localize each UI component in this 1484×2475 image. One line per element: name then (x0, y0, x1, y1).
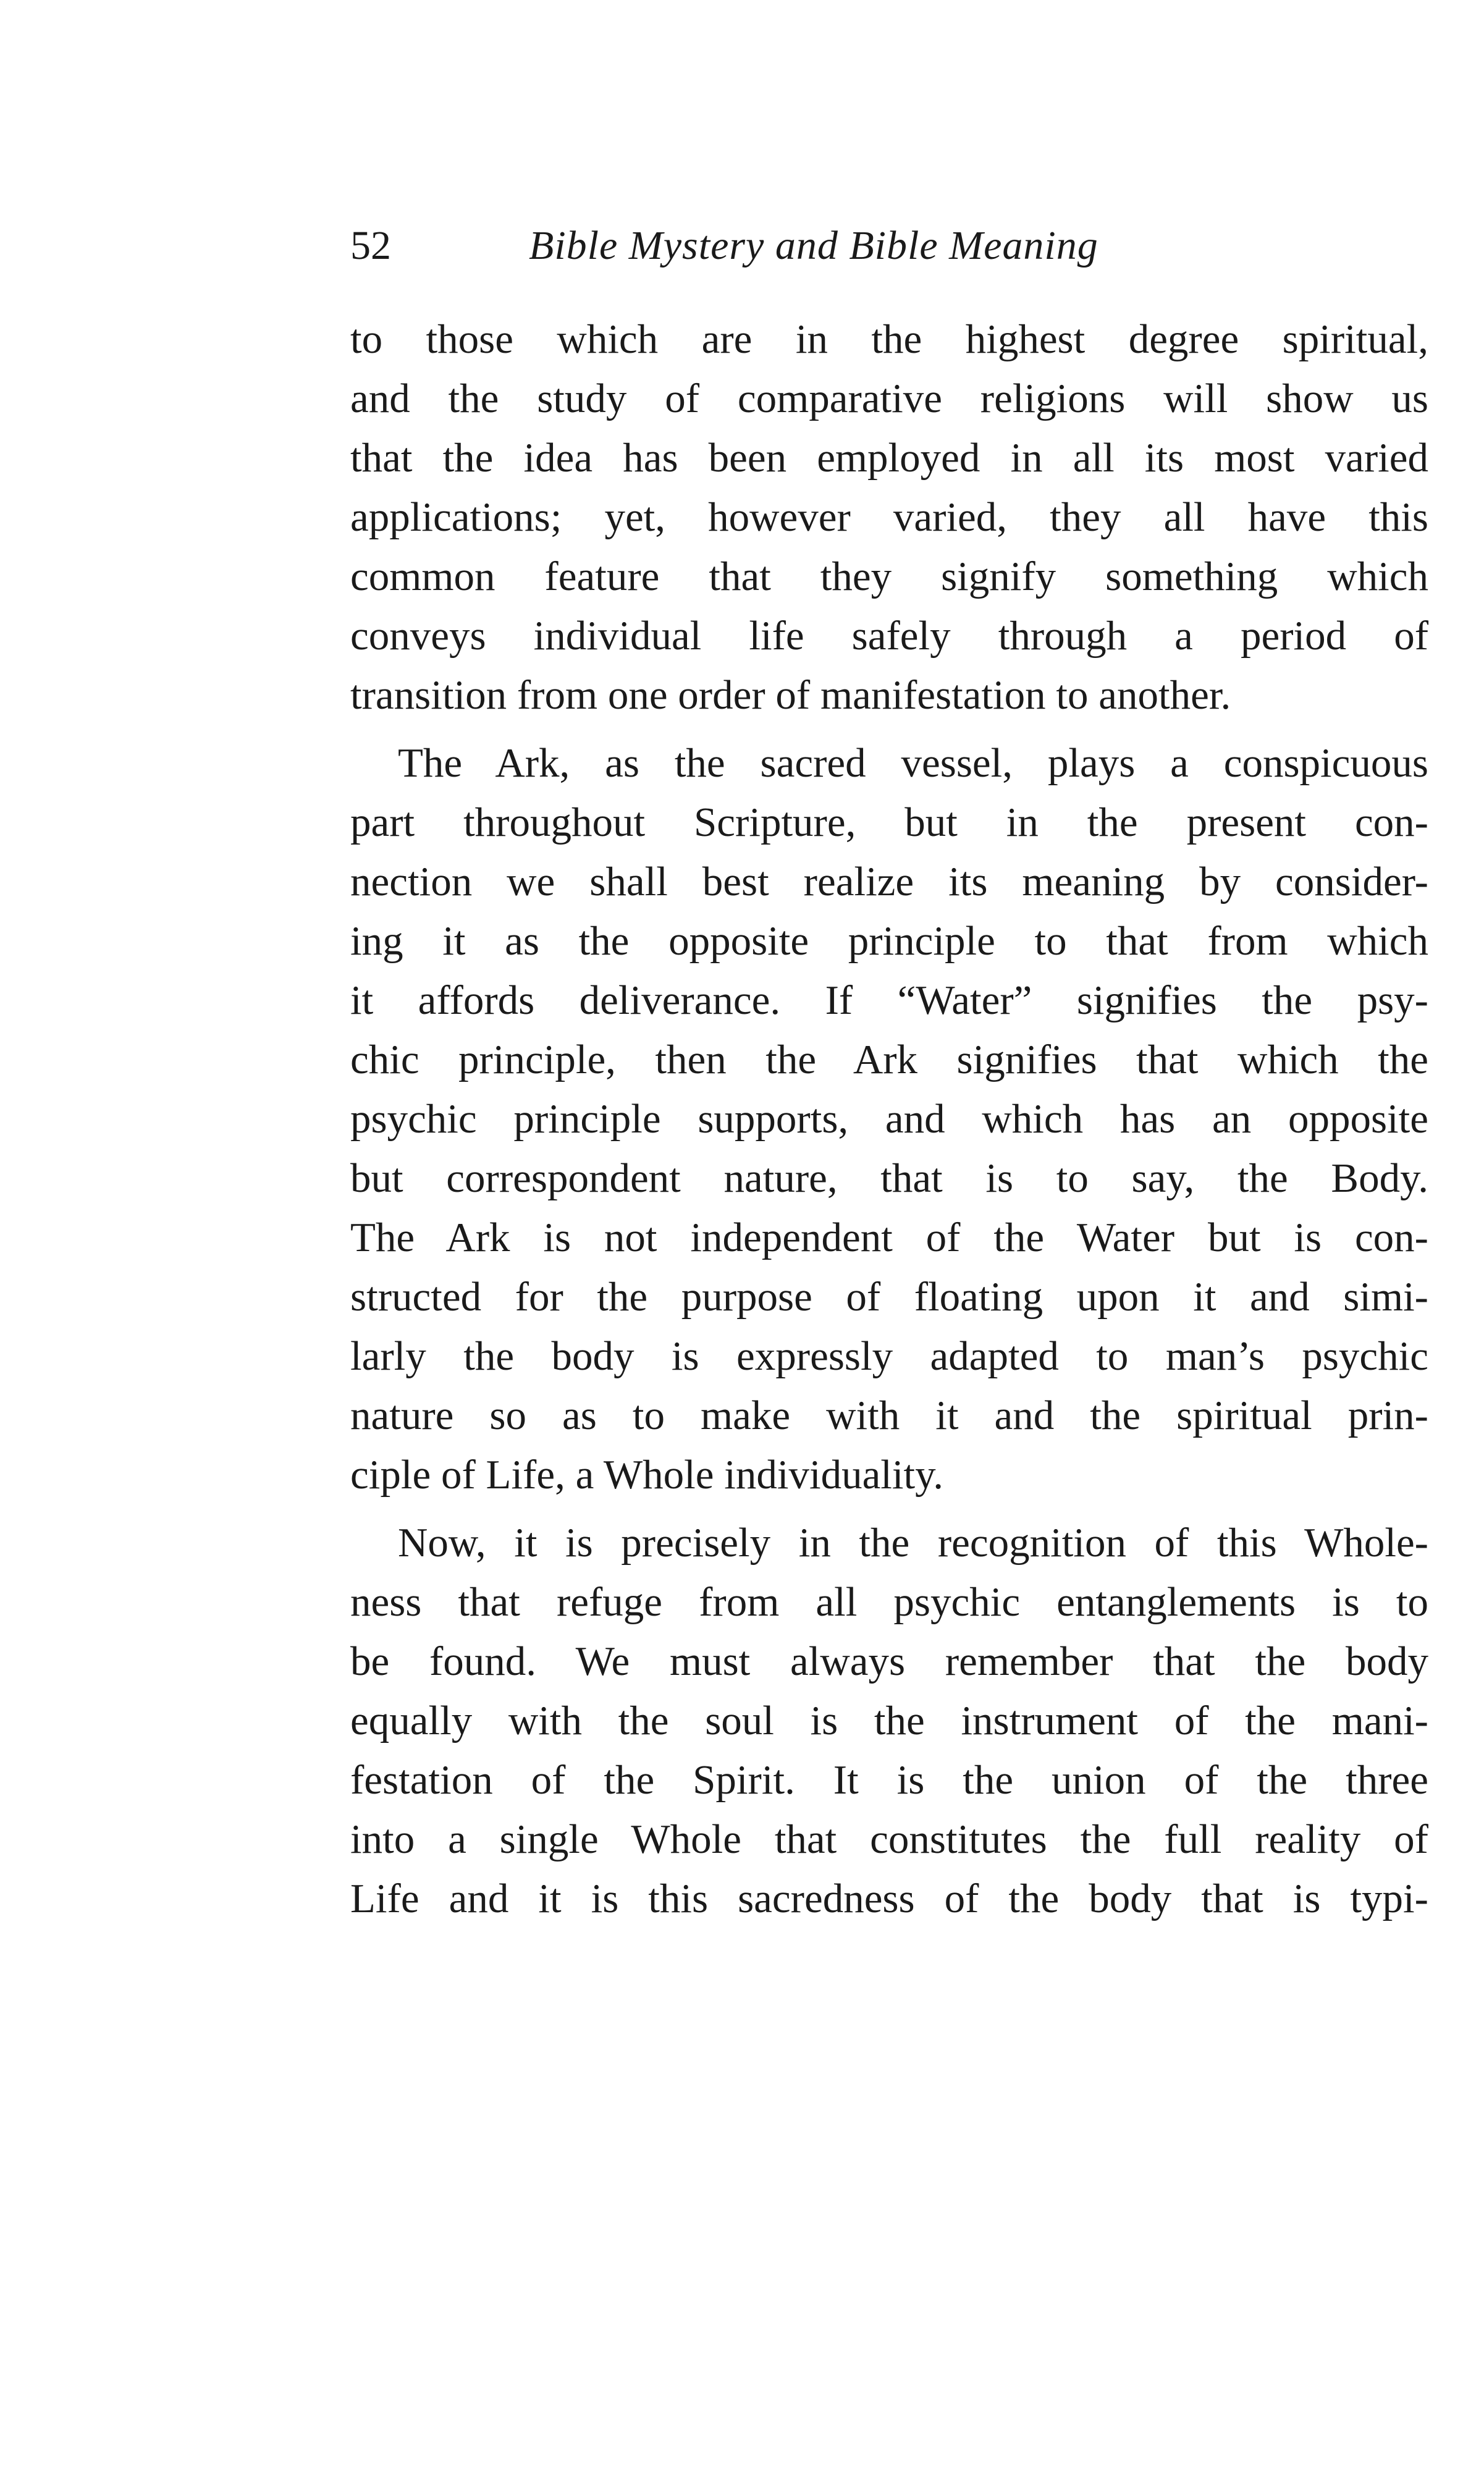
text-line: chic principle, then the Ark signifies that which the (350, 1037, 1428, 1082)
text-line: structed for the purpose of floating upon it and simi- (350, 1274, 1428, 1320)
text-line: be found. We must always remember that the body (350, 1638, 1428, 1684)
running-header (350, 216, 1428, 276)
text-line: common feature that they signify something which (350, 554, 1428, 599)
text-line: Life and it is this sacredness of the body that is typi- (350, 1876, 1428, 1921)
text-line: The Ark is not independent of the Water but is con- (350, 1215, 1428, 1260)
text-line: larly the body is expressly adapted to man’s psychic (350, 1333, 1428, 1379)
text-line: ciple of Life, a Whole individuality. (350, 1452, 944, 1498)
text-line: part throughout Scripture, but in the present con- (350, 799, 1428, 845)
text-line: it affords deliverance. If “Water” signifies the psy- (350, 977, 1428, 1023)
text-line: psychic principle supports, and which has an opposite (350, 1096, 1428, 1142)
text-line: transition from one order of manifestation to another. (350, 672, 1231, 718)
paragraph (350, 1513, 1428, 1928)
text-line: nection we shall best realize its meaning by consider- (350, 859, 1428, 904)
text-line: nature so as to make with it and the spiritual prin- (350, 1393, 1428, 1438)
text-line: festation of the Spirit. It is the union of the three (350, 1757, 1428, 1803)
text-line: and the study of comparative religions will show us (350, 376, 1428, 421)
text-line: conveys individual life safely through a period of (350, 613, 1428, 659)
page-number: 52 (350, 223, 391, 268)
text-line: Now, it is precisely in the recognition of this Whole- (398, 1520, 1428, 1566)
running-title: Bible Mystery and Bible Meaning (529, 223, 1098, 268)
text-line: equally with the soul is the instrument of the mani- (350, 1698, 1428, 1743)
text-line: ness that refuge from all psychic entanglements is to (350, 1579, 1428, 1625)
text-line: applications; yet, however varied, they all have this (350, 494, 1428, 540)
text-line: that the idea has been employed in all its most varied (350, 435, 1428, 481)
page-body (350, 310, 1428, 1937)
text-line: ing it as the opposite principle to that from which (350, 918, 1428, 964)
paragraph (350, 733, 1428, 1504)
text-line: but correspondent nature, that is to say, the Body. (350, 1155, 1428, 1201)
text-line: The Ark, as the sacred vessel, plays a conspicuous (398, 740, 1428, 786)
paragraph (350, 310, 1428, 725)
text-line: into a single Whole that constitutes the full reality of (350, 1816, 1428, 1862)
text-line: to those which are in the highest degree spiritual, (350, 316, 1428, 362)
